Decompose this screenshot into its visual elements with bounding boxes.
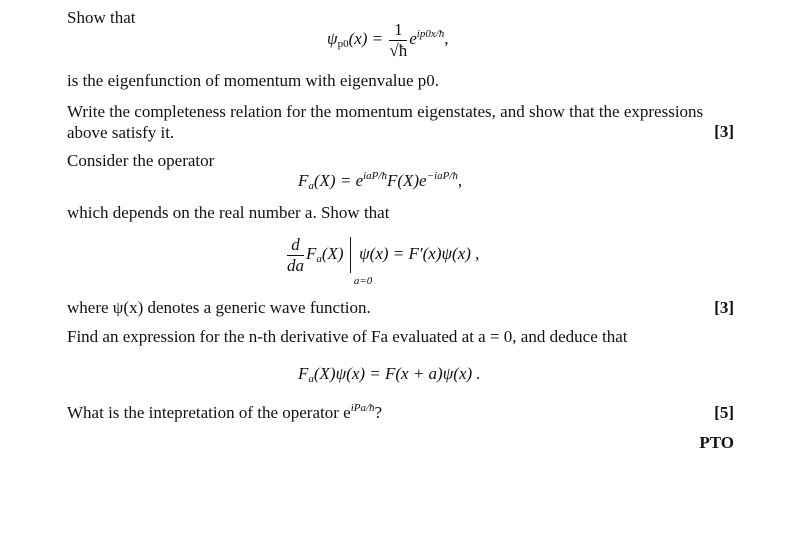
q1-intro: Show that	[67, 8, 136, 27]
operator-definition: $F_a(X) = e^{iaP/ħ}F(X)e^{-iaP/ħ}$,	[298, 170, 463, 192]
completeness-task: Write the completeness relation for the momentum eigenstates, and show that the expressions above satisfy it.	[67, 102, 704, 142]
pto-label: PTO	[699, 433, 734, 452]
derivative-fraction: $\frac{d}{da}$	[287, 235, 304, 275]
eigenfunction-equation: $\psi_{p0}(x)$ = $\frac{1}{√ħ}$ $e^{ip0x/ħ}$,	[327, 20, 449, 60]
interpretation-question: What is the intepretation of the operator $e^{iPa/ħ}$?	[67, 402, 383, 422]
marks-q1: [3]	[714, 122, 734, 141]
q2-intro: Consider the operator	[67, 151, 215, 170]
wavefunction-note: where ψ(x) denotes a generic wave function.	[67, 298, 371, 317]
nth-derivative-task: Find an expression for the n-th derivative of Fa evaluated at a = 0, and deduce that	[67, 327, 628, 346]
normalization-fraction: $\frac{1}{√ħ}$	[389, 20, 408, 60]
dependence-statement: which depends on the real number a. Show that	[67, 203, 390, 222]
marks-q2: [3]	[714, 298, 734, 317]
marks-q3: [5]	[714, 403, 734, 422]
eigenfunction-statement: is the eigenfunction of momentum with eigenvalue p0.	[67, 71, 440, 90]
evaluation-bar: a=0	[350, 237, 351, 273]
derivative-equation: $\frac{d}{da}$ $F_a(X)$ a=0 ψ(x) = F′(x)ψ(x) ,	[287, 235, 480, 288]
translation-equation: $F_a(X)\psi(x) = F(x + a)\psi(x)$ .	[298, 364, 481, 385]
